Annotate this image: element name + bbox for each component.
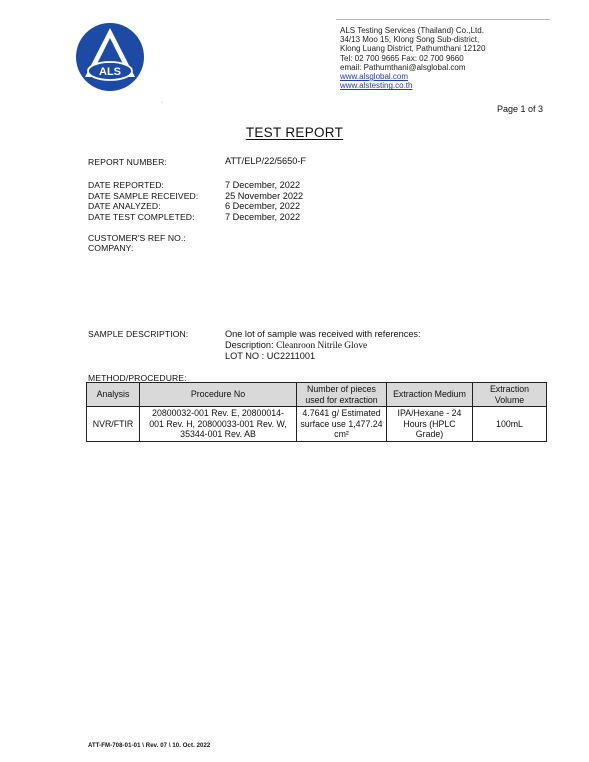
method-table (86, 382, 547, 442)
phone-fax: Tel: 02 700 9665 Fax: 02 700 9660 (340, 53, 464, 63)
cell-extraction-medium: IPA/Hexane - 24 Hours (HPLC Grade) (387, 407, 473, 442)
stray-mark: · (161, 100, 163, 106)
lot-number: LOT NO : UC2211001 (225, 351, 316, 361)
sample-description-label: SAMPLE DESCRIPTION: (88, 329, 189, 339)
date-received-label: DATE SAMPLE RECEIVED: (88, 191, 199, 201)
report-number-value: ATT/ELP/22/5650-F (225, 156, 307, 166)
cell-number-of-pieces: 4.7641 g/ Estimated surface use 1,477.24 cm² (297, 407, 387, 442)
date-analyzed-value: 6 December, 2022 (225, 201, 301, 211)
date-analyzed-label: DATE ANALYZED: (88, 201, 161, 211)
date-received-value: 25 November 2022 (225, 191, 304, 201)
report-number-label: REPORT NUMBER: (88, 157, 167, 167)
description-label: Description: (225, 340, 274, 350)
company-name: ALS Testing Services (Thailand) Co.,Ltd. (340, 26, 484, 35)
website-link-alstesting[interactable]: www.alstesting.co.th (340, 81, 413, 91)
website-link-alsglobal[interactable]: www.alsglobal.com (340, 72, 409, 82)
email: email: Pathumthani@alsglobal.com (340, 62, 466, 72)
cell-extraction-volume: 100mL (473, 407, 547, 442)
table-header-row (87, 383, 547, 407)
header-divider (336, 19, 550, 20)
header-extraction-medium: Extraction Medium (387, 383, 473, 407)
document-title (0, 125, 589, 140)
document-title-text: TEST REPORT (245, 125, 344, 140)
date-reported-value: 7 December, 2022 (225, 180, 301, 190)
table-row (87, 407, 547, 442)
header-extraction-volume: Extraction Volume (473, 383, 547, 407)
page-number: Page 1 of 3 (497, 104, 544, 114)
company-label: COMPANY: (88, 243, 134, 253)
address-line-1: 34/13 Moo 15, Klong Song Sub-district, (340, 35, 480, 45)
address-line-2: Klong Luang District, Pathumthani 12120 (340, 44, 486, 54)
form-footer-code: ATT-FM-708-01-01 \ Rev. 07 \ 10. Oct. 2022 (88, 743, 211, 749)
cell-procedure-no: 20800032-001 Rev. E, 20800014-001 Rev. H, 20800033-001 Rev. W, 35344-001 Rev. AB (140, 407, 297, 442)
company-address-block (340, 26, 580, 90)
sample-intro-text: One lot of sample was received with references: (225, 329, 421, 339)
als-logo (75, 22, 145, 92)
date-completed-value: 7 December, 2022 (225, 212, 301, 222)
customer-ref-label: CUSTOMER'S REF NO.: (88, 233, 186, 243)
method-procedure-label: METHOD/PROCEDURE: (88, 373, 187, 383)
date-completed-label: DATE TEST COMPLETED: (88, 212, 195, 222)
header-number-of-pieces: Number of pieces used for extraction (297, 383, 387, 407)
cell-analysis: NVR/FTIR (87, 407, 140, 442)
date-reported-label: DATE REPORTED: (88, 180, 165, 190)
logo-text: ALS (99, 66, 121, 78)
description-value: Cleanroon Nitrile Glove (276, 341, 368, 351)
sample-description-line (225, 340, 367, 351)
header-analysis: Analysis (87, 383, 140, 407)
header-procedure-no: Procedure No (140, 383, 297, 407)
